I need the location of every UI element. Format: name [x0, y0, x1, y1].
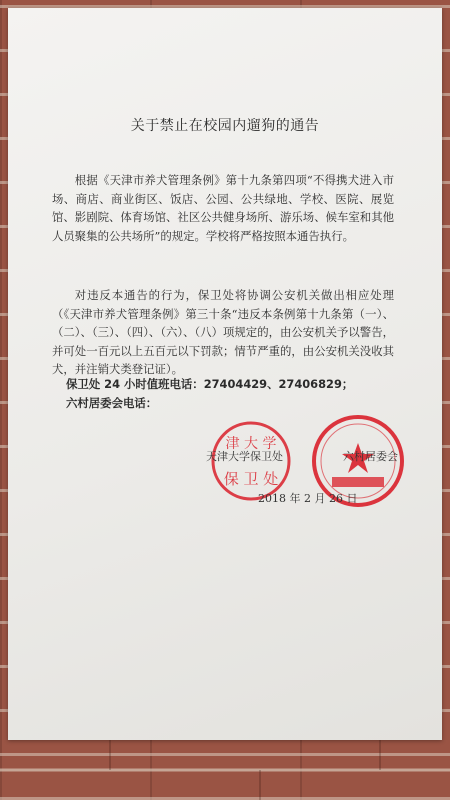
svg-text:津 大 学: 津 大 学 — [225, 436, 277, 452]
signer-security-office: 天津大学保卫处 — [206, 450, 283, 463]
notice-title: 关于禁止在校园内遛狗的通告 — [130, 118, 320, 134]
notice-paragraph-2: 对违反本通告的行为，保卫处将协调公安机关做出相应处理（《天津市养犬管理条例》第三十条“违反本条例第十九条第（一）、（二）、（三）、（四）、（六）、（八）项规定的，由公安机关予以警告，并可处一百元以上五百元以下罚款；情节严重的，由公安机关没收其犬，并注销犬类登记证）。 — [52, 288, 394, 376]
svg-text:保 卫 处: 保 卫 处 — [223, 470, 279, 488]
signer-residents-committee: 六村居委会 — [343, 450, 398, 463]
security-office-phone: 保卫处 24 小时值班电话：27404429、27406829； — [66, 377, 354, 391]
notice-date: 2018 年 2 月 26 日 — [258, 492, 358, 505]
committee-phone: 六村居委会电话： — [66, 396, 158, 410]
notice-paragraph-1: 根据《天津市养犬管理条例》第十九条第四项“不得携犬进入市场、商店、商业街区、饭店、公园、公共绿地、学校、医院、展览馆、影剧院、体育场馆、社区公共健身场所、游乐场、候车室和其他人员聚集的公共场所”的规定。学校将严格按照本通告执行。 — [52, 173, 394, 243]
wall-mortar-lines — [0, 740, 450, 800]
notice-paper — [8, 8, 442, 740]
